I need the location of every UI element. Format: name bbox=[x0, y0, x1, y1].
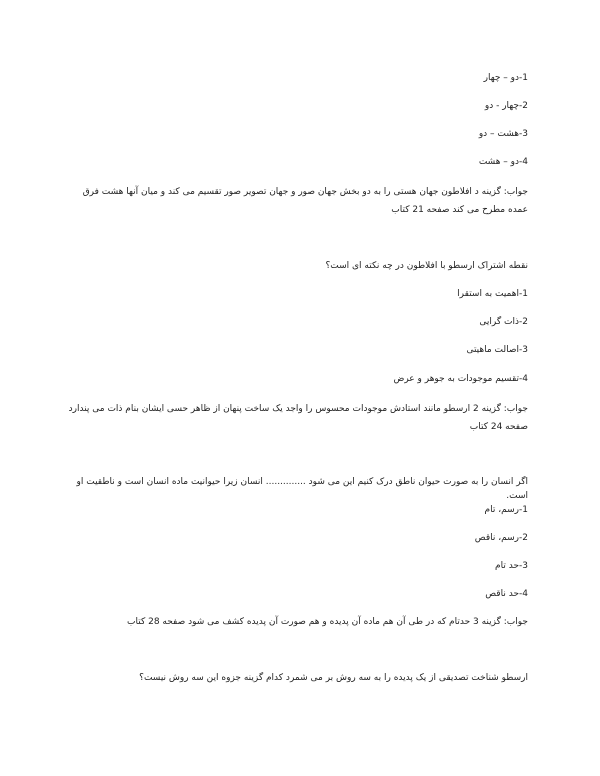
q4-question: ارسطو شناخت تصدیقی از یک پدیده را به سه روش بر می شمرد کدام گزینه جزوه این سه روش نیست؟ bbox=[139, 673, 528, 683]
q3-question: اگر انسان را به صورت حیوان ناطق درک کنیم این می شود .............. انسان زیرا حیوانیت ماده انسان است و ناطقیت او است. bbox=[76, 477, 528, 501]
q3-option-1: 1-رسم، تام bbox=[484, 505, 528, 515]
q1-option-2: 2-چهار - دو bbox=[484, 101, 528, 111]
q1-answer: جواب: گزینه د افلاطون جهان هستی را به دو بخش جهان صور و جهان تصویر صور تقسیم می کند و میان آنها هشت فرق عمده مطرح می کند صفحه 21 کتاب bbox=[82, 187, 528, 215]
q2-option-1: 1-اهمیت به استقرا bbox=[457, 289, 528, 299]
q1-option-4: 4-دو – هشت bbox=[478, 157, 528, 167]
q2-question: نقطه اشتراک ارسطو با افلاطون در چه نکته ای است؟ bbox=[325, 261, 528, 271]
q2-option-2: 2-ذات گرایی bbox=[479, 317, 528, 327]
q3-option-4: 4-حد ناقص bbox=[485, 589, 528, 599]
q2-option-3: 3-اصالت ماهیتی bbox=[466, 345, 528, 355]
q1-option-1: 1-دو – چهار bbox=[483, 73, 528, 83]
q3-option-2: 2-رسم، ناقص bbox=[474, 533, 528, 543]
q2-answer: جواب: گزینه 2 ارسطو مانند استادش موجودات محسوس را واجد یک ساخت پنهان از ظاهر حسی ایشان بنام ذات می پندارد صفحه 24 کتاب bbox=[68, 404, 528, 432]
q3-option-3: 3-حد تام bbox=[495, 561, 528, 571]
q2-option-4: 4-تقسیم موجودات به جوهر و عرض bbox=[393, 374, 528, 384]
q1-option-3: 3-هشت – دو bbox=[478, 129, 528, 139]
q3-answer: جواب: گزینه 3 حدتام که در طی آن هم ماده آن پدیده و هم صورت آن پدیده کشف می شود صفحه 28 کتاب bbox=[127, 617, 528, 627]
